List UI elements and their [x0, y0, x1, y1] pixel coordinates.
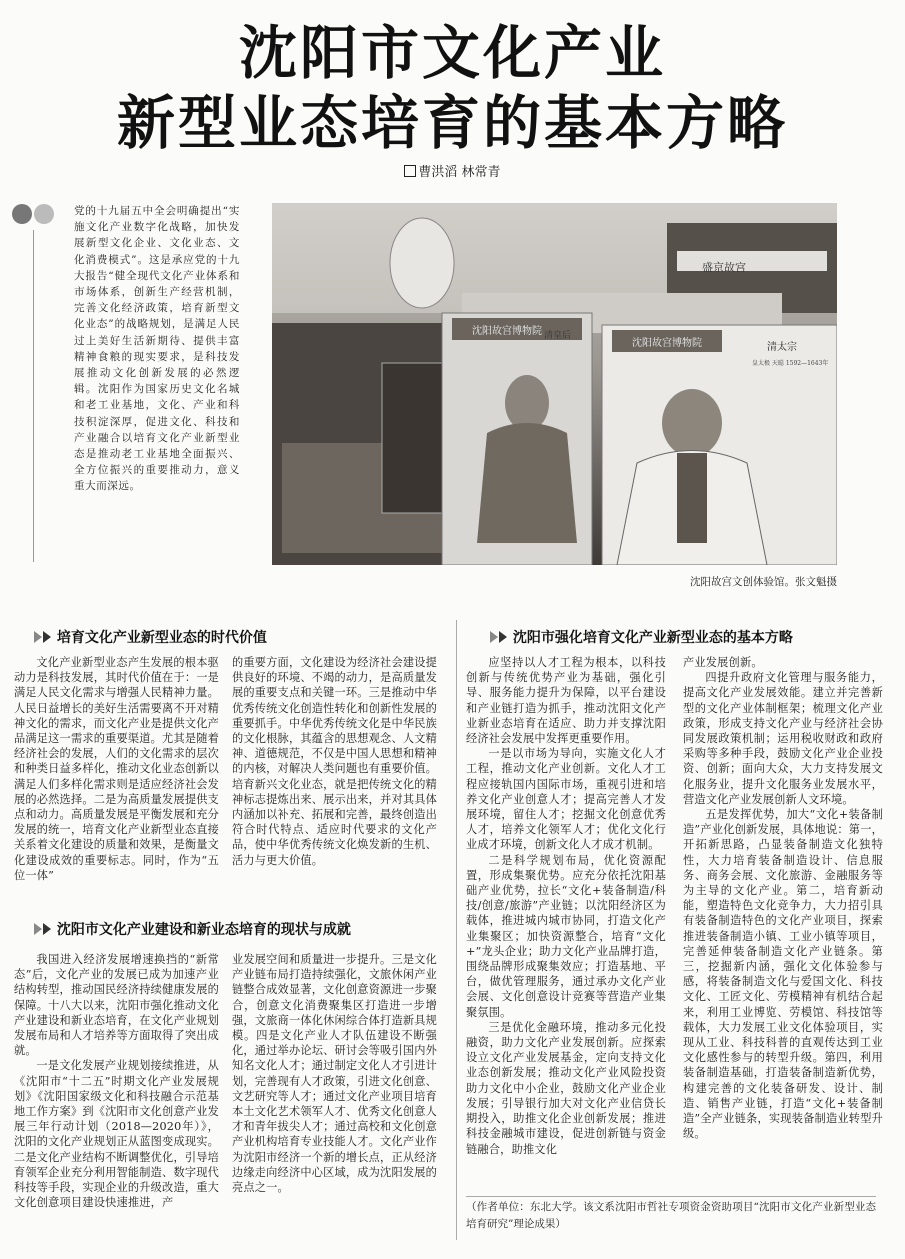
section-3-column-2: 产业发展创新。 四提升政府文化管理与服务能力，提高文化产业发展效能。建立并完善新型的文化产业体制框架；梳理文化产业政策，形成支持文化产业与经济社会协同发展政策机制；运用税收财政和政府采购等多种手段，鼓励文化产业企业投资、创新；面向大众，大力支持发展文化服务业，提升文化服务业发展水平，营造文化产业发展创新人文环境。 五是发挥优势，加大“文化+装备制造”产业化创新发展，具体地说：第一，开拓新思路，凸显装备制造文化独特性，大力培育装备制造设计、信息服务、商务会展、文化旅游、金融服务等为主导的文化产业。第二，培育新动能，塑造特色文化竞争力，大力招引具有装备制造特色的文化产业项目，探索推进装备制造小镇、工业小镇等项目，完善延伸装备制造文化产业链条。第三，挖掘新内涵，强化文化体验参与感，将装备制造文化与爱国文化、科技文化、工匠文化、劳模精神有机结合起来，利用工业博览、劳模馆、科技馆等载体，大力发展工业文化体验项目，实现从工业、科技科普的直观传达到工业文化感性参与的转型升级。第四，利用装备制造基础，打造装备制造新优势，构建完善的文化装备研发、设计、制造、销售产业链，打造“文化+装备制造”全产业链条，实现装备制造业转型升级。: [683, 656, 883, 1141]
headline-line-2: 新型业态培育的基本方略: [116, 89, 788, 157]
arrow-icon: [34, 631, 42, 643]
arrow-icon: [34, 923, 42, 935]
column-divider: [456, 620, 457, 1240]
section-heading-2: 沈阳市文化产业建设和新业态培育的现状与成就: [34, 919, 351, 939]
section-2-column-2: 业发展空间和质量进一步提升。三是文化产业链布局打造持续强化，文旅休闲产业链整合成效显著，文化创意资源进一步聚合，创意文化消费聚集区打造进一步增强，文旅商一体化休闲综合体打造新具规模。四是文化产业人才队伍建设不断强化，通过举办论坛、研讨会等吸引国内外知名文化人才；通过制定文化人才引进计划，完善现有人才政策，引进文化创意、文艺研究等人才；通过文化产业项目培育本土文化艺术领军人才、优秀文化创意人才和青年拔尖人才；通过高校和文化创意产业机构培育专业技能人才。文化产业作为沈阳市经济一个新的增长点，正从经济边缘走向经济中心区域，成为沈阳发展的亮点之一。: [232, 953, 437, 1195]
section-3-column-1: 应坚持以人才工程为根本，以科技创新与传统优势产业为基础，强化引导、服务能力提升为保障，以平台建设和产业链打造为抓手，推动沈阳文化产业新业态培育在适应、助力并支撑沈阳经济社会发展中发挥更重要作用。 一是以市场为导向，实施文化人才工程，推动文化产业创新。文化人才工程应接轨国内国际市场，重视引进和培养文化产业创意人才；提高完善人才发展环境，留住人才；挖掘文化创意优秀人才，培养文化领军人才；优化文化行业成才环境，创新文化人才成才机制。 二是科学规划布局，优化资源配置，形成集聚优势。应充分依托沈阳基础产业优势，拉长“文化+装备制造/科技/创意/旅游”产业链；以沈阳经济区为载体，推进城内城市协同，打造文化产业集聚区；加快资源整合，培育“文化+”龙头企业；助力文化产业品牌打造，围绕品牌形成聚集效应；打造基地、平台，做优管理服务，通过承办文化产业会展、文化创意设计竞赛等营造产业集聚氛围。 三是优化金融环境，推动多元化投融资，助力文化产业发展创新。应探索设立文化产业发展基金，定向支持文化业态创新发展；推动文化产业风险投资助力文化中小企业，鼓励文化产业企业发展；引导银行加大对文化产业信贷长期投入，助推文化企业创新发展；推进科技金融城市建设，促进创新链与资金链融合，助推文化: [466, 656, 666, 1156]
section-heading-3: 沈阳市强化培育文化产业新型业态的基本方略: [490, 627, 793, 647]
portrait-right-label: 清太宗: [767, 342, 797, 353]
section-1-column-1: 文化产业新型业态产生发展的根本驱动力是科技发展，其时代价值在于：一是满足人民文化需求与增强人民精神力量。人民日益增长的美好生活需要离不开对精神文化的需求，而文化产业是提供文化产品满足这一需求的重要渠道。尤其是随着经济社会的发展，人们的文化需求的层次和种类日益多样化，推动文化业态创新以满足人们多样化需求则是适应经济社会发展的必然选择。二是为高质量发展提供支点和动力。高质量发展是平衡发展和充分发展的统一，培育文化产业新型业态直接关系着文化建设的质量和效果，是衡量文化建设成效的重要标志。同时，作为“五位一体”: [14, 656, 219, 882]
portrait-left-label: 清皇后: [544, 331, 572, 341]
headline-line-1: 沈阳市文化产业: [238, 19, 666, 87]
arrow-icon: [490, 631, 498, 643]
byline-authors: 曹洪滔 林常青: [418, 165, 501, 180]
photo-caption: 沈阳故宫文创体验馆。张文魁摄: [690, 576, 837, 588]
author-note: （作者单位：东北大学。该文系沈阳市哲社专项资金资助项目“沈阳市文化产业新型业态培育研究”理论成果）: [466, 1196, 876, 1233]
lead-divider: [33, 230, 34, 562]
lead-paragraph: 党的十九届五中全会明确提出“实施文化产业数字化战略，加快发展新型文化企业、文化业态、文化消费模式”。这是承应党的十九大报告“健全现代文化产业体系和市场体系，创新生产经营机制，完善文化经济政策，培育新型文化业态”的战略规划，是满足人民过上美好生活新期待、提供丰富精神食粮的现实要求，是科技发展推动文化创新发展的必然逻辑。沈阳作为国家历史文化名城和老工业基地，文化、产业和科技积淀深厚，促进文化、科技和产业融合以培育文化产业新型业态是推动老工业基地全面振兴、全方位振兴的重要推动力，意义重大而深远。: [74, 205, 240, 493]
placard-left: 沈阳故宫博物院: [472, 326, 542, 337]
box-label: 盛京故宫: [702, 261, 746, 274]
section-1-column-2: 的重要方面，文化建设为经济社会建设提供良好的环境、不竭的动力，是高质量发展的重要支点和关键一环。三是推动中华优秀传统文化创造性转化和创新性发展的重要抓手。中华优秀传统文化是中华民族的文化根脉，其蕴含的思想观念、人文精神、道德规范，不仅是中国人思想和精神的内核，对解决人类问题也有重要价值。培育新兴文化业态，就是把传统文化的精神标志提炼出来、展示出来，并对其具体内涵加以补充、拓展和完善，最终创造出符合时代特点、适应时代要求的文化产品，使中华优秀传统文化焕发新的生机、活力与更大价值。: [232, 656, 437, 867]
article-photo: [272, 203, 837, 565]
arrow-icon: [43, 631, 51, 643]
arrow-icon: [43, 923, 51, 935]
arrow-icon: [499, 631, 507, 643]
portrait-right-sub: 皇太极 天聪 1592—1643年: [752, 360, 829, 367]
section-2-column-1: 我国进入经济发展增速换挡的“新常态”后，文化产业的发展已成为加速产业结构转型，推动国民经济持续健康发展的保障。十八大以来，沈阳市强化推动文化产业建设和新业态培育，在文化产业规划发展布局和人才培养等方面取得了突出成就。 一是文化发展产业规划接续推进，从《沈阳市“十二五”时期文化产业发展规划》《沈阳国家级文化和科技融合示范基地工作方案》到《沈阳市文化创意产业发展三年行动计划（2018—2020年）》，沈阳的文化产业规划正从蓝图变成现实。二是文化产业结构不断调整优化，引导培育领军企业充分利用智能制造、数字现代科技等手段，实现企业的升级改造，重大文化创意项目建设快速推进，产: [14, 953, 219, 1210]
byline-box-icon: [404, 165, 416, 177]
placard-right: 沈阳故宫博物院: [632, 338, 702, 349]
byline: [0, 161, 905, 180]
section-heading-1: 培育文化产业新型业态的时代价值: [34, 627, 267, 647]
quote-mark-icon: [12, 204, 54, 228]
